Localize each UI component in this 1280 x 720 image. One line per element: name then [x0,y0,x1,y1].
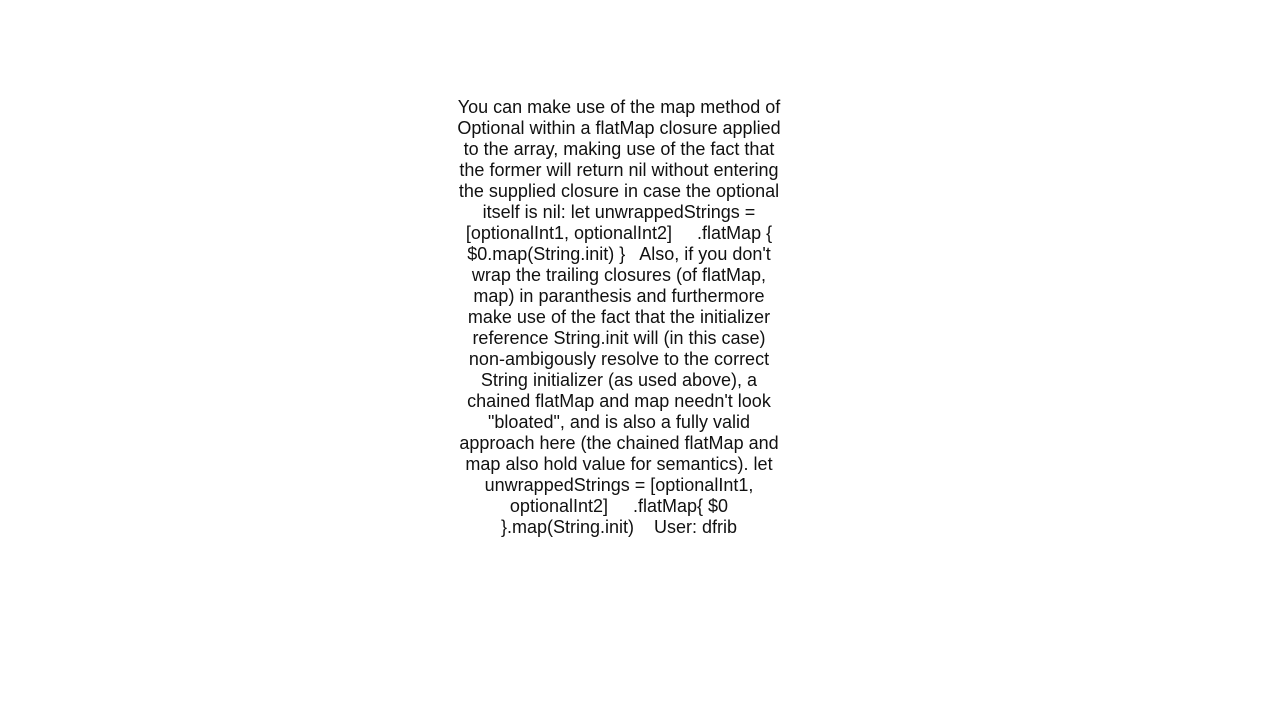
answer-text: You can make use of the map method of Optional within a flatMap closure applied to the array, making use of the fact that the former will return nil without entering the supplied closure in case the optional itself is nil: let unwrappedStrings = [optionalInt1, optionalInt2] .flatMap { $0.map(String.init) } Also, if you don't wrap the trailing closures (of flatMap, map) in paranthesis and furthermore make use of the fact that the initializer reference String.init will (in this case) non-ambigously resolve to the correct String initializer (as used above), a chained flatMap and map needn't look "bloated", and is also a fully valid approach here (the chained flatMap and map also hold value for semantics). let unwrappedStrings = [optionalInt1, optionalInt2] .flatMap{ $0 }.map(String.init) User: dfrib [457,97,786,537]
answer-text-block [454,97,784,538]
